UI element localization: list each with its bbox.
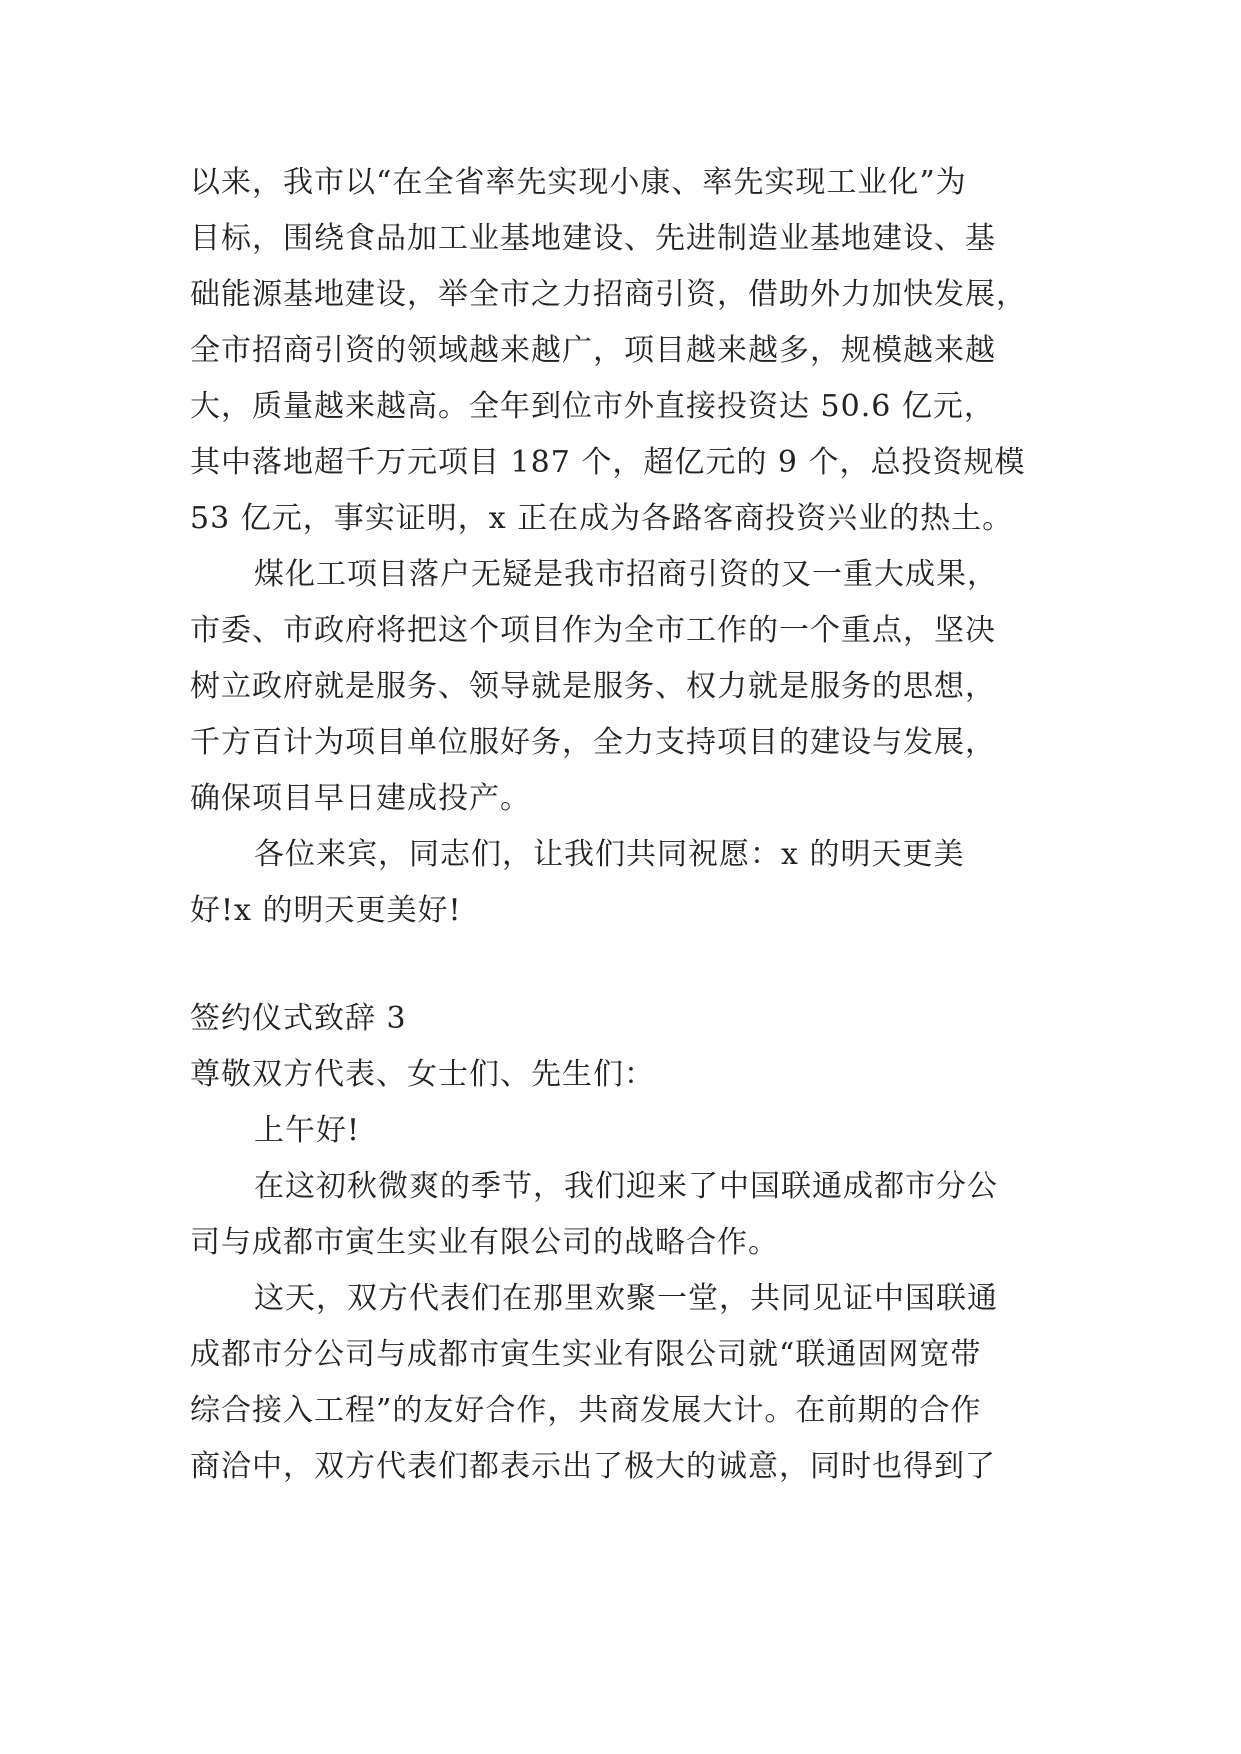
text-line: 树立政府就是服务、领导就是服务、权力就是服务的思想， — [190, 669, 996, 704]
paragraph-coal-chemical-project — [190, 547, 1050, 827]
salutation: 尊敬双方代表、女士们、先生们： — [190, 1057, 655, 1092]
text-line: 各位来宾，同志们，让我们共同祝愿：x 的明天更美 — [254, 837, 965, 872]
text-line: 商洽中，双方代表们都表示出了极大的诚意，同时也得到了 — [190, 1449, 996, 1484]
paragraph-season-intro — [190, 1159, 1050, 1271]
paragraph-investment-results — [190, 155, 1050, 547]
section-heading: 签约仪式致辞 3 — [190, 1001, 407, 1036]
text-line: 市委、市政府将把这个项目作为全市工作的一个重点，坚决 — [190, 613, 996, 648]
text-line: 以来，我市以“在全省率先实现小康、率先实现工业化”为 — [190, 165, 967, 200]
text-line: 好!x 的明天更美好! — [190, 893, 462, 928]
text-line: 这天，双方代表们在那里欢聚一堂，共同见证中国联通 — [254, 1281, 998, 1316]
text-line: 确保项目早日建成投产。 — [190, 781, 531, 816]
greeting: 上午好! — [254, 1113, 361, 1148]
text-line: 千方百计为项目单位服好务，全力支持项目的建设与发展， — [190, 725, 996, 760]
text-line: 综合接入工程”的友好合作，共商发展大计。在前期的合作 — [190, 1393, 982, 1428]
text-line: 大，质量越来越高。全年到位市外直接投资达 50.6 亿元， — [190, 389, 995, 424]
text-line: 在这初秋微爽的季节，我们迎来了中国联通成都市分公 — [254, 1169, 998, 1204]
text-line: 目标，围绕食品加工业基地建设、先进制造业基地建设、基 — [190, 221, 996, 256]
text-line: 其中落地超千万元项目 187 个，超亿元的 9 个，总投资规模 — [190, 445, 1026, 480]
text-line: 成都市分公司与成都市寅生实业有限公司就“联通固网宽带 — [190, 1337, 982, 1372]
paragraph-cooperation — [190, 1271, 1050, 1495]
text-line: 础能源基地建设，举全市之力招商引资，借助外力加快发展， — [190, 277, 1027, 312]
text-line: 全市招商引资的领域越来越广，项目越来越多，规模越来越 — [190, 333, 996, 368]
text-line: 司与成都市寅生实业有限公司的战略合作。 — [190, 1225, 779, 1260]
paragraph-closing-wishes — [190, 827, 1050, 939]
text-line: 煤化工项目落户无疑是我市招商引资的又一重大成果， — [254, 557, 998, 592]
text-line: 53 亿元，事实证明，x 正在成为各路客商投资兴业的热土。 — [190, 501, 1014, 536]
document-body — [190, 155, 1050, 1495]
section-gap — [190, 939, 1050, 991]
